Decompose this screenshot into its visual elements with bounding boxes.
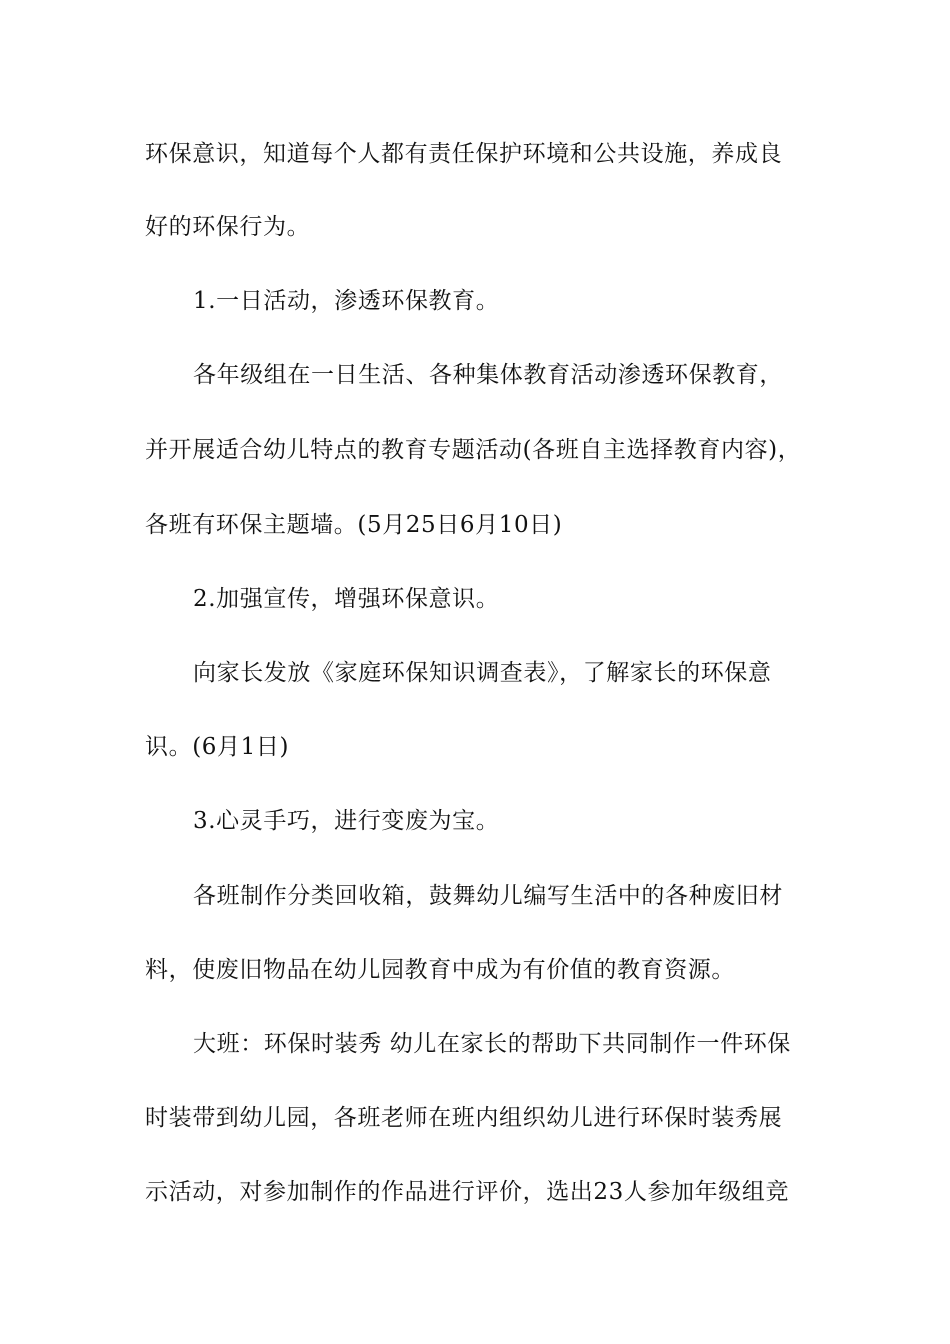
text-line-6: 各班有环保主题墙。(5月25日6月10日) (145, 512, 563, 538)
section-heading-1: 1.一日活动，渗透环保教育。 (193, 288, 500, 314)
text-line-5: 并开展适合幼儿特点的教育专题活动(各班自主选择教育内容)， (145, 437, 802, 463)
text-line-15: 示活动，对参加制作的作品进行评价，选出23人参加年级组竞 (145, 1179, 790, 1205)
text-line-9: 识。(6月1日) (145, 734, 290, 760)
text-line-2: 好的环保行为。 (145, 214, 311, 240)
section-heading-3: 3.心灵手巧，进行变废为宝。 (193, 808, 500, 834)
section-heading-2: 2.加强宣传，增强环保意识。 (193, 586, 500, 612)
text-line-8: 向家长发放《家庭环保知识调查表》，了解家长的环保意 (193, 660, 772, 686)
text-line-14: 时装带到幼儿园，各班老师在班内组织幼儿进行环保时装秀展 (145, 1105, 783, 1131)
text-line-4: 各年级组在一日生活、各种集体教育活动渗透环保教育， (193, 362, 783, 388)
text-line-13: 大班：环保时装秀 幼儿在家长的帮助下共同制作一件环保 (193, 1031, 791, 1057)
text-line-12: 料，使废旧物品在幼儿园教育中成为有价值的教育资源。 (145, 957, 735, 983)
text-line-11: 各班制作分类回收箱，鼓舞幼儿编写生活中的各种废旧材 (193, 883, 783, 909)
text-line-1: 环保意识，知道每个人都有责任保护环境和公共设施，养成良 (145, 141, 783, 167)
